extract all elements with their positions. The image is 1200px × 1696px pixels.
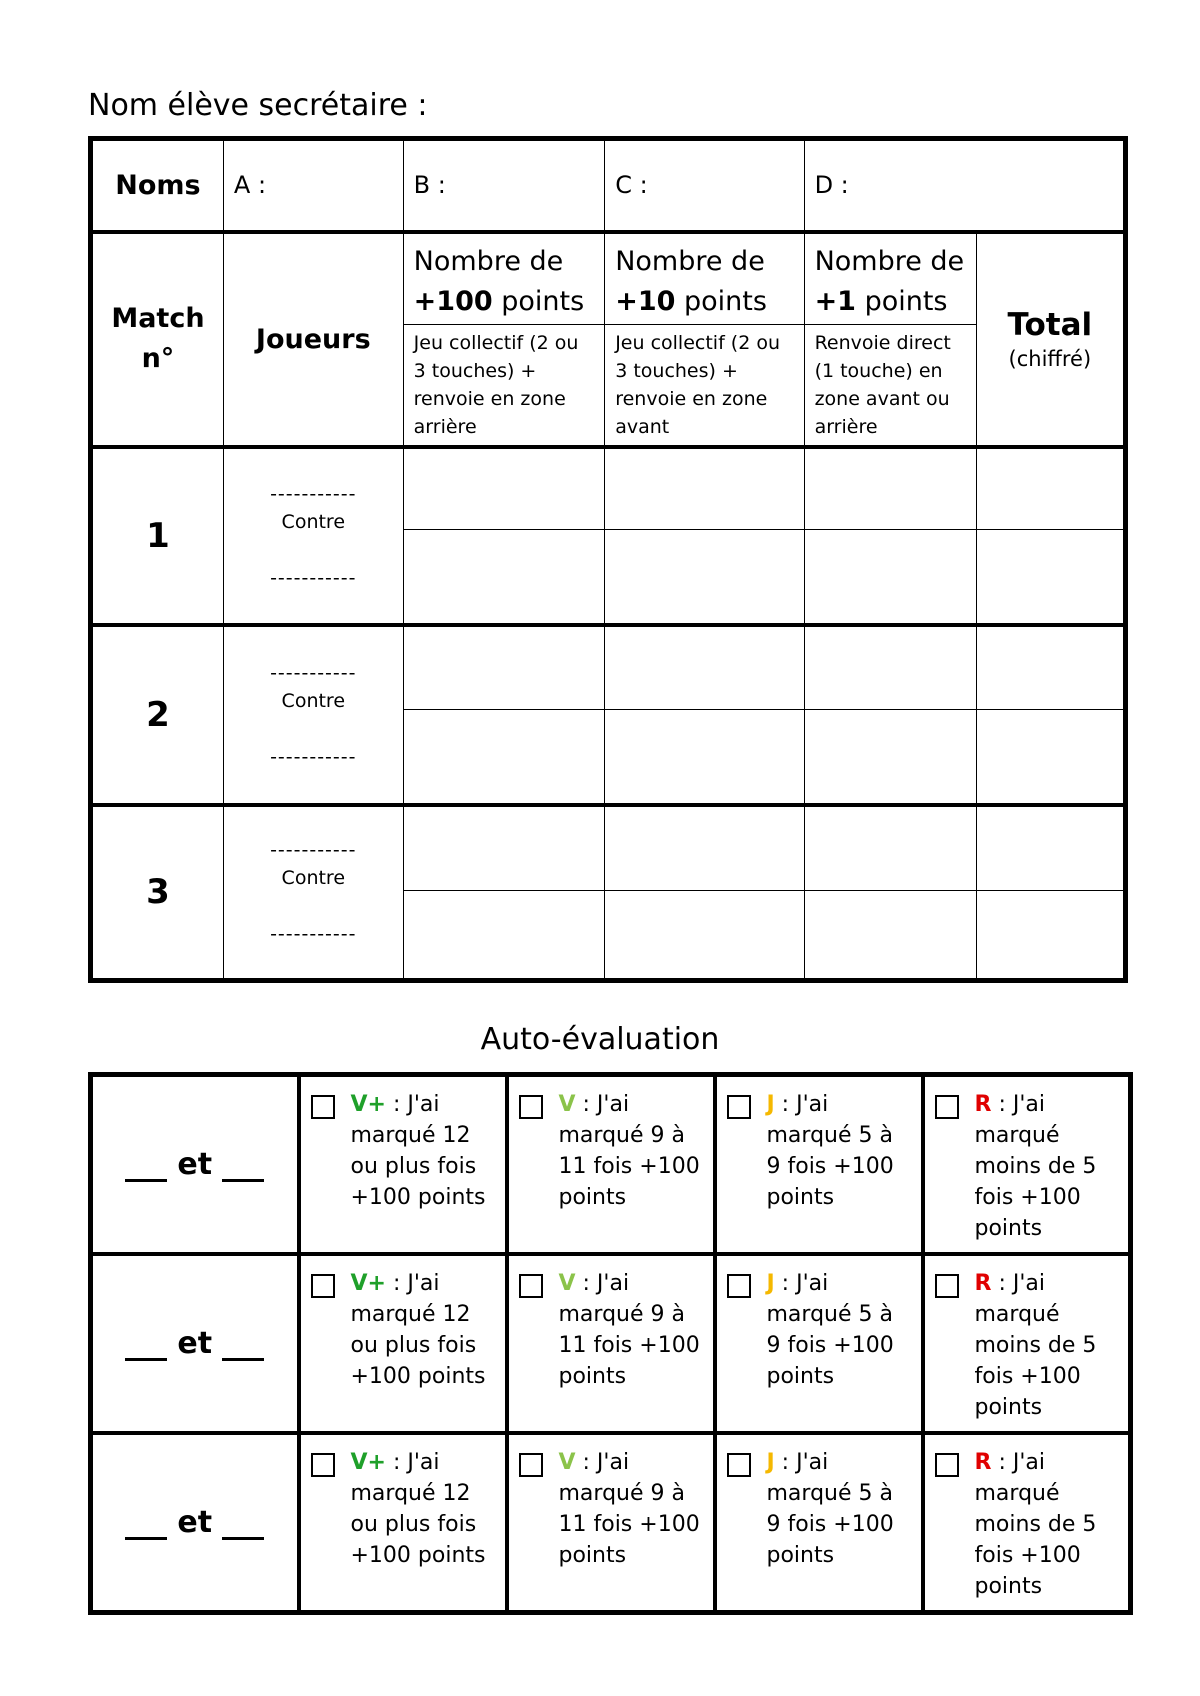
player-blank-top: ----------- — [270, 839, 357, 862]
auto-evaluation-title: Auto-évaluation — [480, 1022, 720, 1057]
evaluation-option[interactable] — [923, 1254, 1131, 1433]
score-cell[interactable] — [605, 530, 804, 625]
score-cell[interactable] — [605, 805, 804, 891]
level-description: : J'ai marqué 12 ou plus fois +100 points — [350, 1092, 486, 1210]
evaluation-option[interactable] — [923, 1433, 1131, 1613]
score-cell[interactable] — [605, 710, 804, 805]
checkbox[interactable] — [519, 1453, 543, 1477]
checkbox[interactable] — [727, 1453, 751, 1477]
match-number: 3 — [91, 805, 224, 981]
score-cell[interactable] — [804, 891, 976, 981]
level-description: : J'ai marqué 5 à 9 fois +100 points — [766, 1271, 894, 1389]
player-blank-top: ----------- — [270, 482, 357, 505]
option-text — [351, 1089, 497, 1213]
score-cell[interactable] — [804, 530, 976, 625]
level-code: V — [558, 1271, 576, 1296]
evaluation-option[interactable] — [299, 1254, 507, 1433]
match-number: 2 — [91, 625, 224, 805]
score-cell[interactable] — [605, 447, 804, 530]
evaluation-option[interactable] — [715, 1433, 923, 1613]
level-code: V — [558, 1092, 576, 1117]
col-10-header: Nombre de +10 points — [605, 232, 804, 325]
option-text — [767, 1089, 913, 1213]
evaluation-option[interactable] — [507, 1433, 715, 1613]
evaluation-option[interactable] — [299, 1075, 507, 1255]
level-description: : J'ai marqué 12 ou plus fois +100 points — [350, 1450, 486, 1568]
level-code: V+ — [350, 1450, 386, 1475]
player-d-field[interactable]: D : — [804, 139, 1125, 232]
score-cell[interactable] — [403, 805, 605, 891]
total-cell[interactable] — [976, 710, 1125, 805]
name-blank[interactable] — [222, 1511, 264, 1540]
score-cell[interactable] — [804, 447, 976, 530]
checkbox[interactable] — [519, 1095, 543, 1119]
contre-label: Contre — [281, 867, 346, 890]
student-pair-cell[interactable] — [91, 1433, 299, 1613]
score-table — [88, 136, 1128, 983]
col-10-description: Jeu collectif (2 ou 3 touches) + renvoie en zone avant — [605, 324, 804, 447]
player-blank-bottom: ----------- — [270, 566, 357, 589]
evaluation-option[interactable] — [715, 1075, 923, 1255]
level-code: J — [766, 1092, 775, 1117]
total-cell[interactable] — [976, 891, 1125, 981]
level-description: : J'ai marqué moins de 5 fois +100 points — [974, 1092, 1097, 1241]
score-cell[interactable] — [403, 710, 605, 805]
level-code: R — [974, 1271, 992, 1296]
evaluation-option[interactable] — [507, 1075, 715, 1255]
level-code: J — [766, 1450, 775, 1475]
match-number: 1 — [91, 447, 224, 625]
pair-et-label: et — [177, 1505, 213, 1540]
level-code: J — [766, 1271, 775, 1296]
option-text — [559, 1089, 705, 1213]
option-text — [975, 1089, 1121, 1244]
option-text — [351, 1447, 497, 1571]
pair-et-label: et — [177, 1326, 213, 1361]
score-cell[interactable] — [804, 805, 976, 891]
level-description: : J'ai marqué 5 à 9 fois +100 points — [766, 1450, 894, 1568]
option-text — [351, 1268, 497, 1392]
option-text — [975, 1268, 1121, 1423]
evaluation-option[interactable] — [715, 1254, 923, 1433]
level-code: V+ — [350, 1271, 386, 1296]
evaluation-row — [91, 1433, 1131, 1613]
level-code: V — [558, 1450, 576, 1475]
evaluation-row — [91, 1075, 1131, 1255]
level-description: : J'ai marqué 9 à 11 fois +100 points — [558, 1450, 700, 1568]
name-blank[interactable] — [125, 1153, 167, 1182]
checkbox[interactable] — [519, 1274, 543, 1298]
level-code: V+ — [350, 1092, 386, 1117]
level-code: R — [974, 1092, 992, 1117]
col-1-header: Nombre de +1 points — [804, 232, 976, 325]
student-pair-cell[interactable] — [91, 1075, 299, 1255]
pair-et-label: et — [177, 1147, 213, 1182]
match-players[interactable] — [223, 805, 403, 981]
checkbox[interactable] — [935, 1274, 959, 1298]
option-text — [975, 1447, 1121, 1602]
score-cell[interactable] — [804, 625, 976, 710]
level-code: R — [974, 1450, 992, 1475]
option-text — [767, 1447, 913, 1571]
secretary-name-label: Nom élève secrétaire : — [88, 88, 428, 123]
auto-evaluation-table — [88, 1072, 1133, 1615]
player-blank-bottom: ----------- — [270, 745, 357, 768]
player-blank-top: ----------- — [270, 661, 357, 684]
checkbox[interactable] — [935, 1453, 959, 1477]
col-100-description: Jeu collectif (2 ou 3 touches) + renvoie en zone arrière — [403, 324, 605, 447]
checkbox[interactable] — [727, 1095, 751, 1119]
col-100-header: Nombre de +100 points — [403, 232, 605, 325]
student-pair-cell[interactable] — [91, 1254, 299, 1433]
checkbox[interactable] — [311, 1274, 335, 1298]
name-blank[interactable] — [222, 1332, 264, 1361]
level-description: : J'ai marqué moins de 5 fois +100 points — [974, 1271, 1097, 1420]
total-cell[interactable] — [976, 530, 1125, 625]
match-number-header: Match n° — [91, 232, 224, 447]
evaluation-row — [91, 1254, 1131, 1433]
contre-label: Contre — [281, 689, 346, 712]
checkbox[interactable] — [311, 1453, 335, 1477]
evaluation-option[interactable] — [923, 1075, 1131, 1255]
evaluation-option[interactable] — [299, 1433, 507, 1613]
noms-label: Noms — [91, 139, 224, 232]
score-cell[interactable] — [403, 530, 605, 625]
checkbox[interactable] — [311, 1095, 335, 1119]
match-players[interactable] — [223, 625, 403, 805]
score-cell[interactable] — [403, 447, 605, 530]
player-a-field[interactable]: A : — [223, 139, 403, 232]
total-cell[interactable] — [976, 805, 1125, 891]
name-blank[interactable] — [125, 1332, 167, 1361]
name-blank[interactable] — [125, 1511, 167, 1540]
checkbox[interactable] — [727, 1274, 751, 1298]
contre-label: Contre — [281, 510, 346, 533]
checkbox[interactable] — [935, 1095, 959, 1119]
name-blank[interactable] — [222, 1153, 264, 1182]
joueurs-header: Joueurs — [223, 232, 403, 447]
score-cell[interactable] — [403, 891, 605, 981]
level-description: : J'ai marqué 5 à 9 fois +100 points — [766, 1092, 894, 1210]
total-cell[interactable] — [976, 447, 1125, 530]
score-cell[interactable] — [403, 625, 605, 710]
match-players[interactable] — [223, 447, 403, 625]
level-description: : J'ai marqué 9 à 11 fois +100 points — [558, 1271, 700, 1389]
level-description: : J'ai marqué moins de 5 fois +100 points — [974, 1450, 1097, 1599]
score-cell[interactable] — [605, 625, 804, 710]
level-description: : J'ai marqué 9 à 11 fois +100 points — [558, 1092, 700, 1210]
player-c-field[interactable]: C : — [605, 139, 804, 232]
evaluation-option[interactable] — [507, 1254, 715, 1433]
player-blank-bottom: ----------- — [270, 923, 357, 946]
option-text — [767, 1268, 913, 1392]
score-cell[interactable] — [804, 710, 976, 805]
total-cell[interactable] — [976, 625, 1125, 710]
level-description: : J'ai marqué 12 ou plus fois +100 points — [350, 1271, 486, 1389]
option-text — [559, 1447, 705, 1571]
option-text — [559, 1268, 705, 1392]
total-header: Total (chiffré) — [976, 232, 1125, 447]
score-cell[interactable] — [605, 891, 804, 981]
col-1-description: Renvoie direct (1 touche) en zone avant ou arrière — [804, 324, 976, 447]
player-b-field[interactable]: B : — [403, 139, 605, 232]
